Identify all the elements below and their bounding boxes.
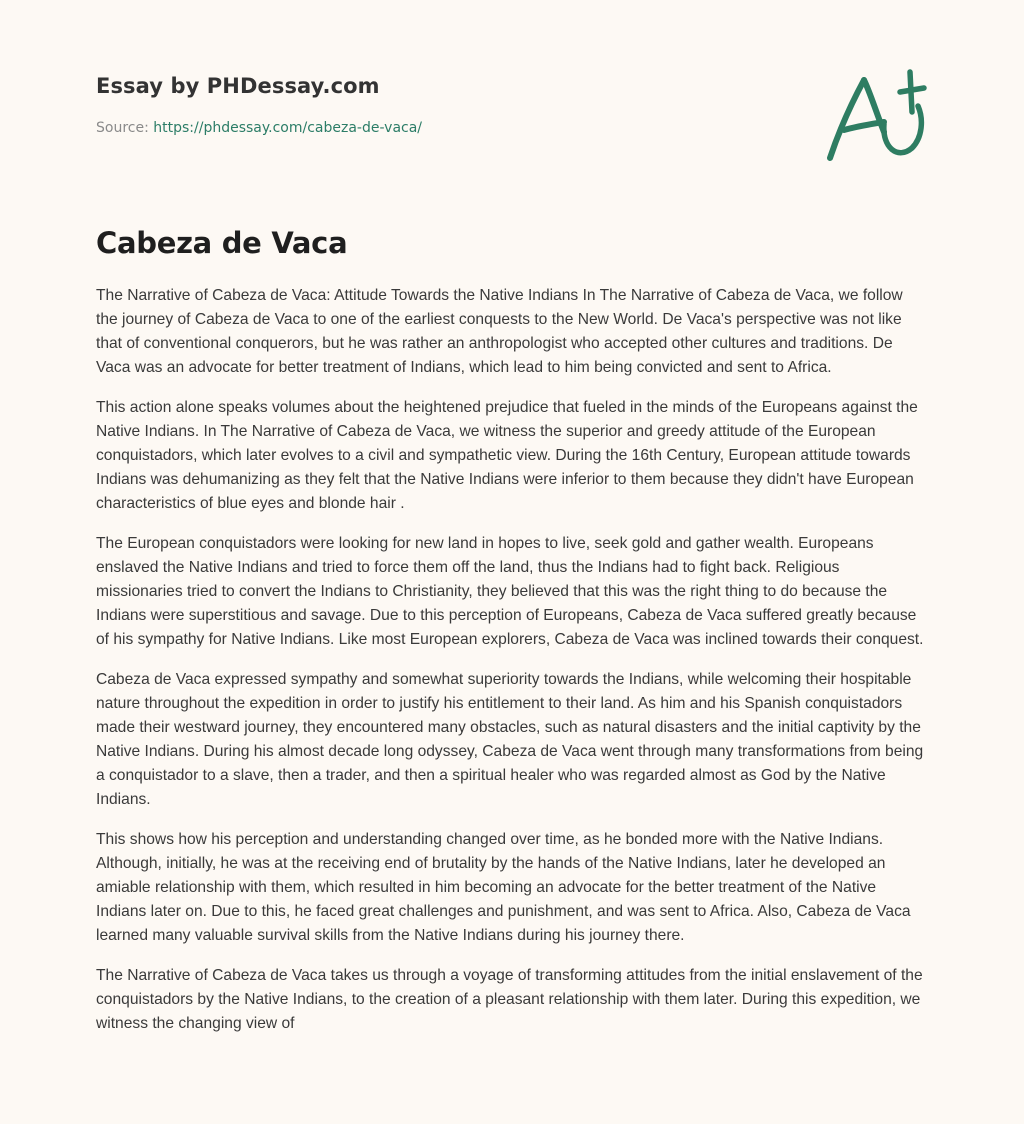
brand-title: Essay by PHDessay.com [96, 74, 380, 98]
article-paragraph: The Narrative of Cabeza de Vaca takes us through a voyage of transforming attitudes from the initial enslavement of the conquistadors by the Native Indians, to the creation of a pleasant relationship with them later. During this expedition, we witness the changing view of [96, 967, 923, 1032]
article-title: Cabeza de Vaca [96, 226, 348, 260]
article-paragraph: The Narrative of Cabeza de Vaca: Attitude Towards the Native Indians In The Narrative of Cabeza de Vaca, we follow the journey of Cabeza de Vaca to one of the earliest conquests to the New World. De Vaca's perspective was not like that of conventional conquerors, but he was rather an anthropologist who accepted other cultures and traditions. De Vaca was an advocate for better treatment of Indians, which lead to him being convicted and sent to Africa. [96, 287, 903, 376]
article-body [96, 284, 928, 1052]
page-header [96, 74, 928, 136]
source-label: Source: [96, 120, 149, 136]
article-paragraph: This shows how his perception and understanding changed over time, as he bonded more with the Native Indians. Although, initially, he was at the receiving end of brutality by the hands of the Native Indians, later he developed an amiable relationship with them, which resulted in him becoming an advocate for the better treatment of the Native Indians later on. Due to this, he faced great challenges and punishment, and was sent to Africa. Also, Cabeza de Vaca learned many valuable survival skills from the Native Indians during his journey there. [96, 831, 911, 944]
a-plus-grade-icon [820, 62, 932, 170]
source-link[interactable]: https://phdessay.com/cabeza-de-vaca/ [153, 120, 423, 136]
article-paragraph: Cabeza de Vaca expressed sympathy and somewhat superiority towards the Indians, while welcoming their hospitable nature throughout the expedition in order to justify his entitlement to their land. As him and his Spanish conquistadors made their westward journey, they encountered many obstacles, such as natural disasters and the initial captivity by the Native Indians. During his almost decade long odyssey, Cabeza de Vaca went through many transformations from being a conquistador to a slave, then a trader, and then a spiritual healer who was regarded almost as God by the Native Indians. [96, 671, 924, 808]
source-line [96, 120, 928, 136]
article-paragraph: The European conquistadors were looking for new land in hopes to live, seek gold and gather wealth. Europeans enslaved the Native Indians and tried to force them off the land, thus the Indians had to fight back. Religious missionaries tried to convert the Indians to Christianity, they believed that this was the right thing to do because the Indians were superstitious and savage. Due to this perception of Europeans, Cabeza de Vaca suffered greatly because of his sympathy for Native Indians. Like most European explorers, Cabeza de Vaca was inclined towards their conquest. [96, 535, 924, 648]
article-paragraph: This action alone speaks volumes about the heightened prejudice that fueled in the minds of the Europeans against the Native Indians. In The Narrative of Cabeza de Vaca, we witness the superior and greedy attitude of the European conquistadors, which later evolves to a civil and sympathetic view. During the 16th Century, European attitude towards Indians was dehumanizing as they felt that the Native Indians were inferior to them because they didn't have European characteristics of blue eyes and blonde hair . [96, 399, 918, 512]
